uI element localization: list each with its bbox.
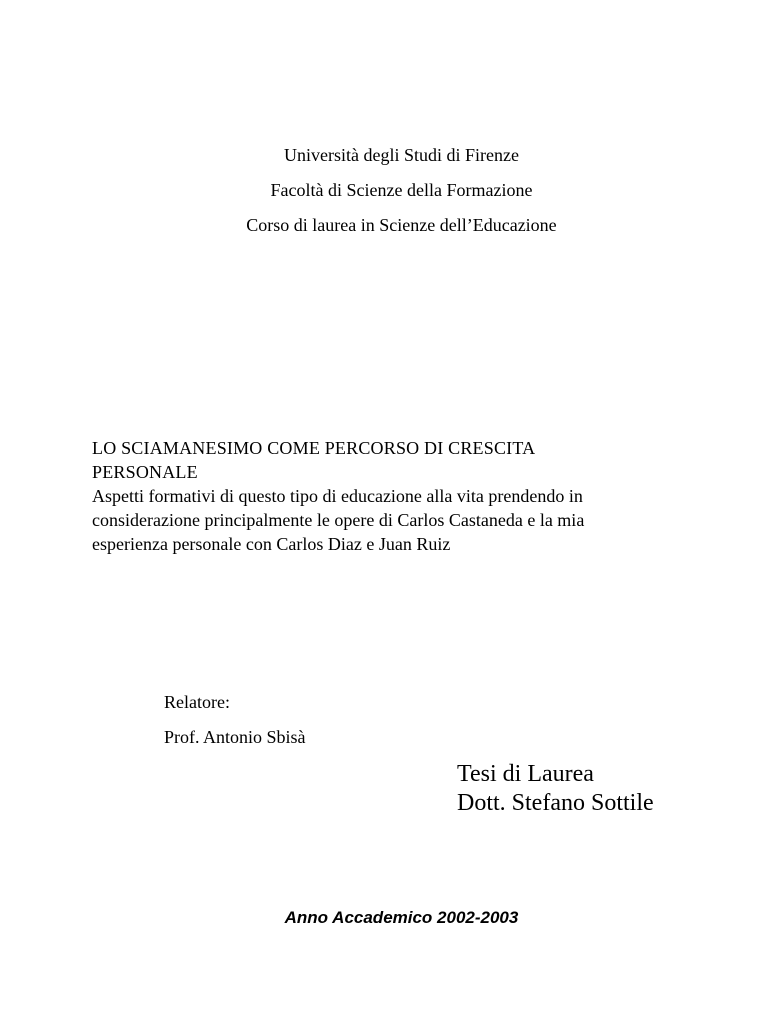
academic-year: Anno Accademico 2002-2003 — [284, 908, 519, 927]
course-name: Corso di laurea in Scienze dell’Educazione — [246, 215, 557, 235]
author-block — [457, 760, 654, 818]
thesis-subtitle-line-2: considerazione principalmente le opere di Carlos Castaneda e la mia — [92, 510, 585, 530]
author-name: Dott. Stefano Sottile — [457, 790, 654, 816]
thesis-subtitle-line-1: Aspetti formativi di questo tipo di educazione alla vita prendendo in — [92, 486, 583, 506]
thesis-subtitle-line-3: esperienza personale con Carlos Diaz e Juan Ruiz — [92, 534, 451, 554]
institution-header — [0, 143, 768, 248]
faculty-name: Facoltà di Scienze della Formazione — [270, 180, 533, 200]
university-name: Università degli Studi di Firenze — [284, 145, 519, 165]
advisor-block — [164, 690, 306, 760]
advisor-label: Relatore: — [164, 692, 230, 712]
thesis-title-line-2: PERSONALE — [92, 462, 198, 482]
thesis-title-line-1: LO SCIAMANESIMO COME PERCORSO DI CRESCITA — [92, 438, 536, 458]
advisor-name: Prof. Antonio Sbisà — [164, 727, 306, 747]
thesis-type-label: Tesi di Laurea — [457, 761, 594, 787]
thesis-title-block — [92, 436, 712, 556]
